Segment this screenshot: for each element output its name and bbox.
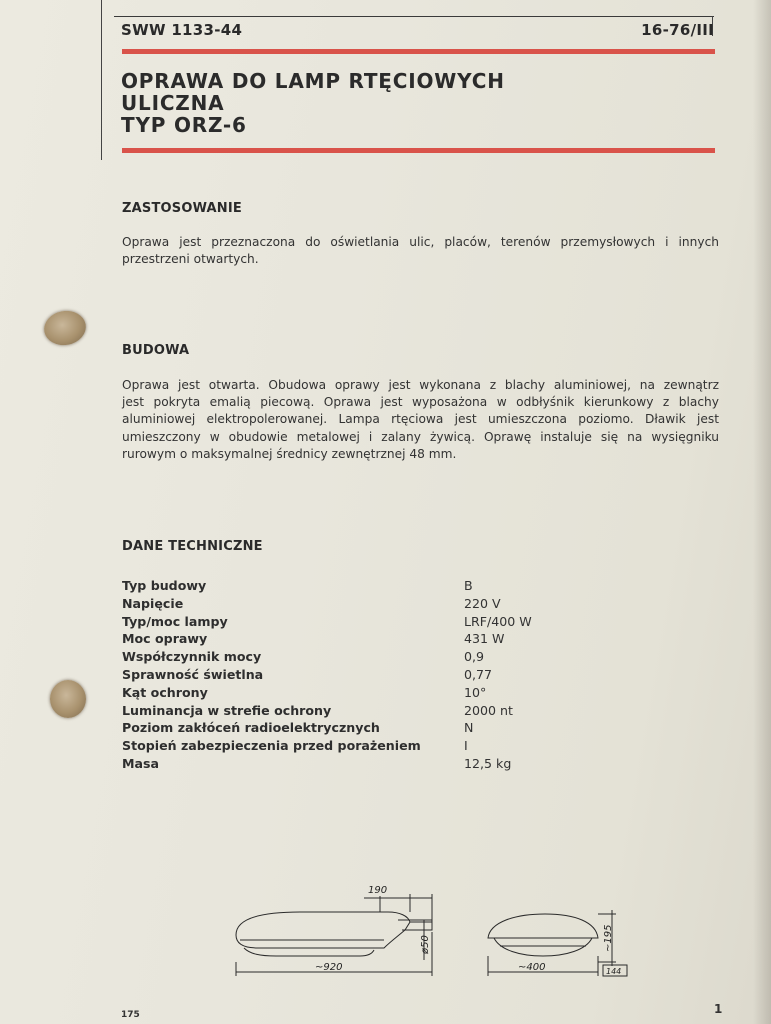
spec-row [122,755,602,773]
header-rule [114,16,714,17]
paragraph-line: aluminiowej elektropolerowanej. Lampa rtęciowa jest umieszczona poziomo. Dławik jest [122,412,719,427]
luminaire-drawings [0,870,771,990]
spec-row [122,648,602,666]
spec-row [122,719,602,737]
spec-label: Moc oprawy [122,631,208,647]
spec-label: Poziom zakłóceń radioelektrycznych [122,720,380,736]
spec-value: I [464,738,468,754]
margin-line [101,0,102,160]
spec-value: 0,9 [464,649,485,665]
section-heading-budowa: BUDOWA [122,343,190,358]
spec-label: Stopień zabezpieczenia przed porażeniem [122,738,421,754]
spec-value: B [464,578,473,593]
paragraph-zastosowanie [122,234,719,268]
punch-hole [41,308,88,349]
paragraph-line: przestrzeni otwartych. [122,252,259,267]
spec-label: Napięcie [122,595,184,611]
spec-label: Sprawność świetlna [122,666,264,682]
spec-label: Typ/moc lampy [122,613,228,629]
paragraph-line: jest pokryta emalią piecową. Oprawa jest wyposażona w odbłyśnik kierunkowy z blachy [122,395,719,410]
spec-row [122,702,602,720]
dim-label-diameter: ø50 [420,935,431,954]
dim-label-top: 190 [368,885,388,896]
technical-data-table [122,577,602,773]
spec-row [122,613,602,631]
spec-row [122,577,602,595]
spec-value: 220 V [464,595,501,611]
spec-value: N [464,720,474,736]
dim-label-width: ~400 [518,962,546,973]
section-heading-dane-techniczne: DANE TECHNICZNE [122,539,263,554]
spec-row [122,684,602,702]
dim-label-box: 144 [606,967,622,976]
paragraph-line: Oprawa jest przeznaczona do oświetlania ulic, placów, terenów przemysłowych i innych [122,235,719,249]
page-number: 175 [121,1010,140,1020]
paragraph-budowa [122,377,719,463]
spec-value: 431 W [464,631,505,647]
page-title [121,70,505,136]
footer-mark: 1 [714,1002,723,1016]
punch-hole [50,680,86,718]
spec-value: 0,77 [464,666,493,682]
document-code: SWW 1133-44 [121,21,243,39]
paragraph-line: umieszczony w obudowie metalowej i zalany żywicą. Oprawę instaluje się na wysięgniku [122,429,719,444]
spec-row [122,737,602,755]
spec-label: Masa [122,755,160,771]
title-bottom-rule [122,148,715,153]
spec-row [122,666,602,684]
document-page-ref: 16-76/III [641,21,714,39]
spec-label: Luminancja w strefie ochrony [122,702,332,718]
dim-label-height: ~195 [603,924,614,952]
title-line-1: OPRAWA DO LAMP RTĘCIOWYCH [121,69,505,93]
spec-row [122,630,602,648]
spec-label: Współczynnik mocy [122,649,262,665]
spec-value: 12,5 kg [464,755,512,771]
title-top-rule [122,49,715,54]
spec-value: 10° [464,684,487,700]
dim-label-length: ~920 [315,962,343,973]
paragraph-line: rurowym o maksymalnej średnicy zewnętrznej 48 mm. [122,446,457,461]
paragraph-line: Oprawa jest otwarta. Obudowa oprawy jest wykonana z blachy aluminiowej, na zewnątrz [122,378,719,392]
title-line-3: TYP ORZ-6 [121,113,247,137]
spec-value: 2000 nt [464,702,513,718]
title-line-2: ULICZNA [121,91,225,115]
spec-value: LRF/400 W [464,613,532,629]
spec-label: Typ budowy [122,578,207,593]
spec-row [122,595,602,613]
section-heading-zastosowanie: ZASTOSOWANIE [122,201,242,216]
spec-label: Kąt ochrony [122,684,208,700]
